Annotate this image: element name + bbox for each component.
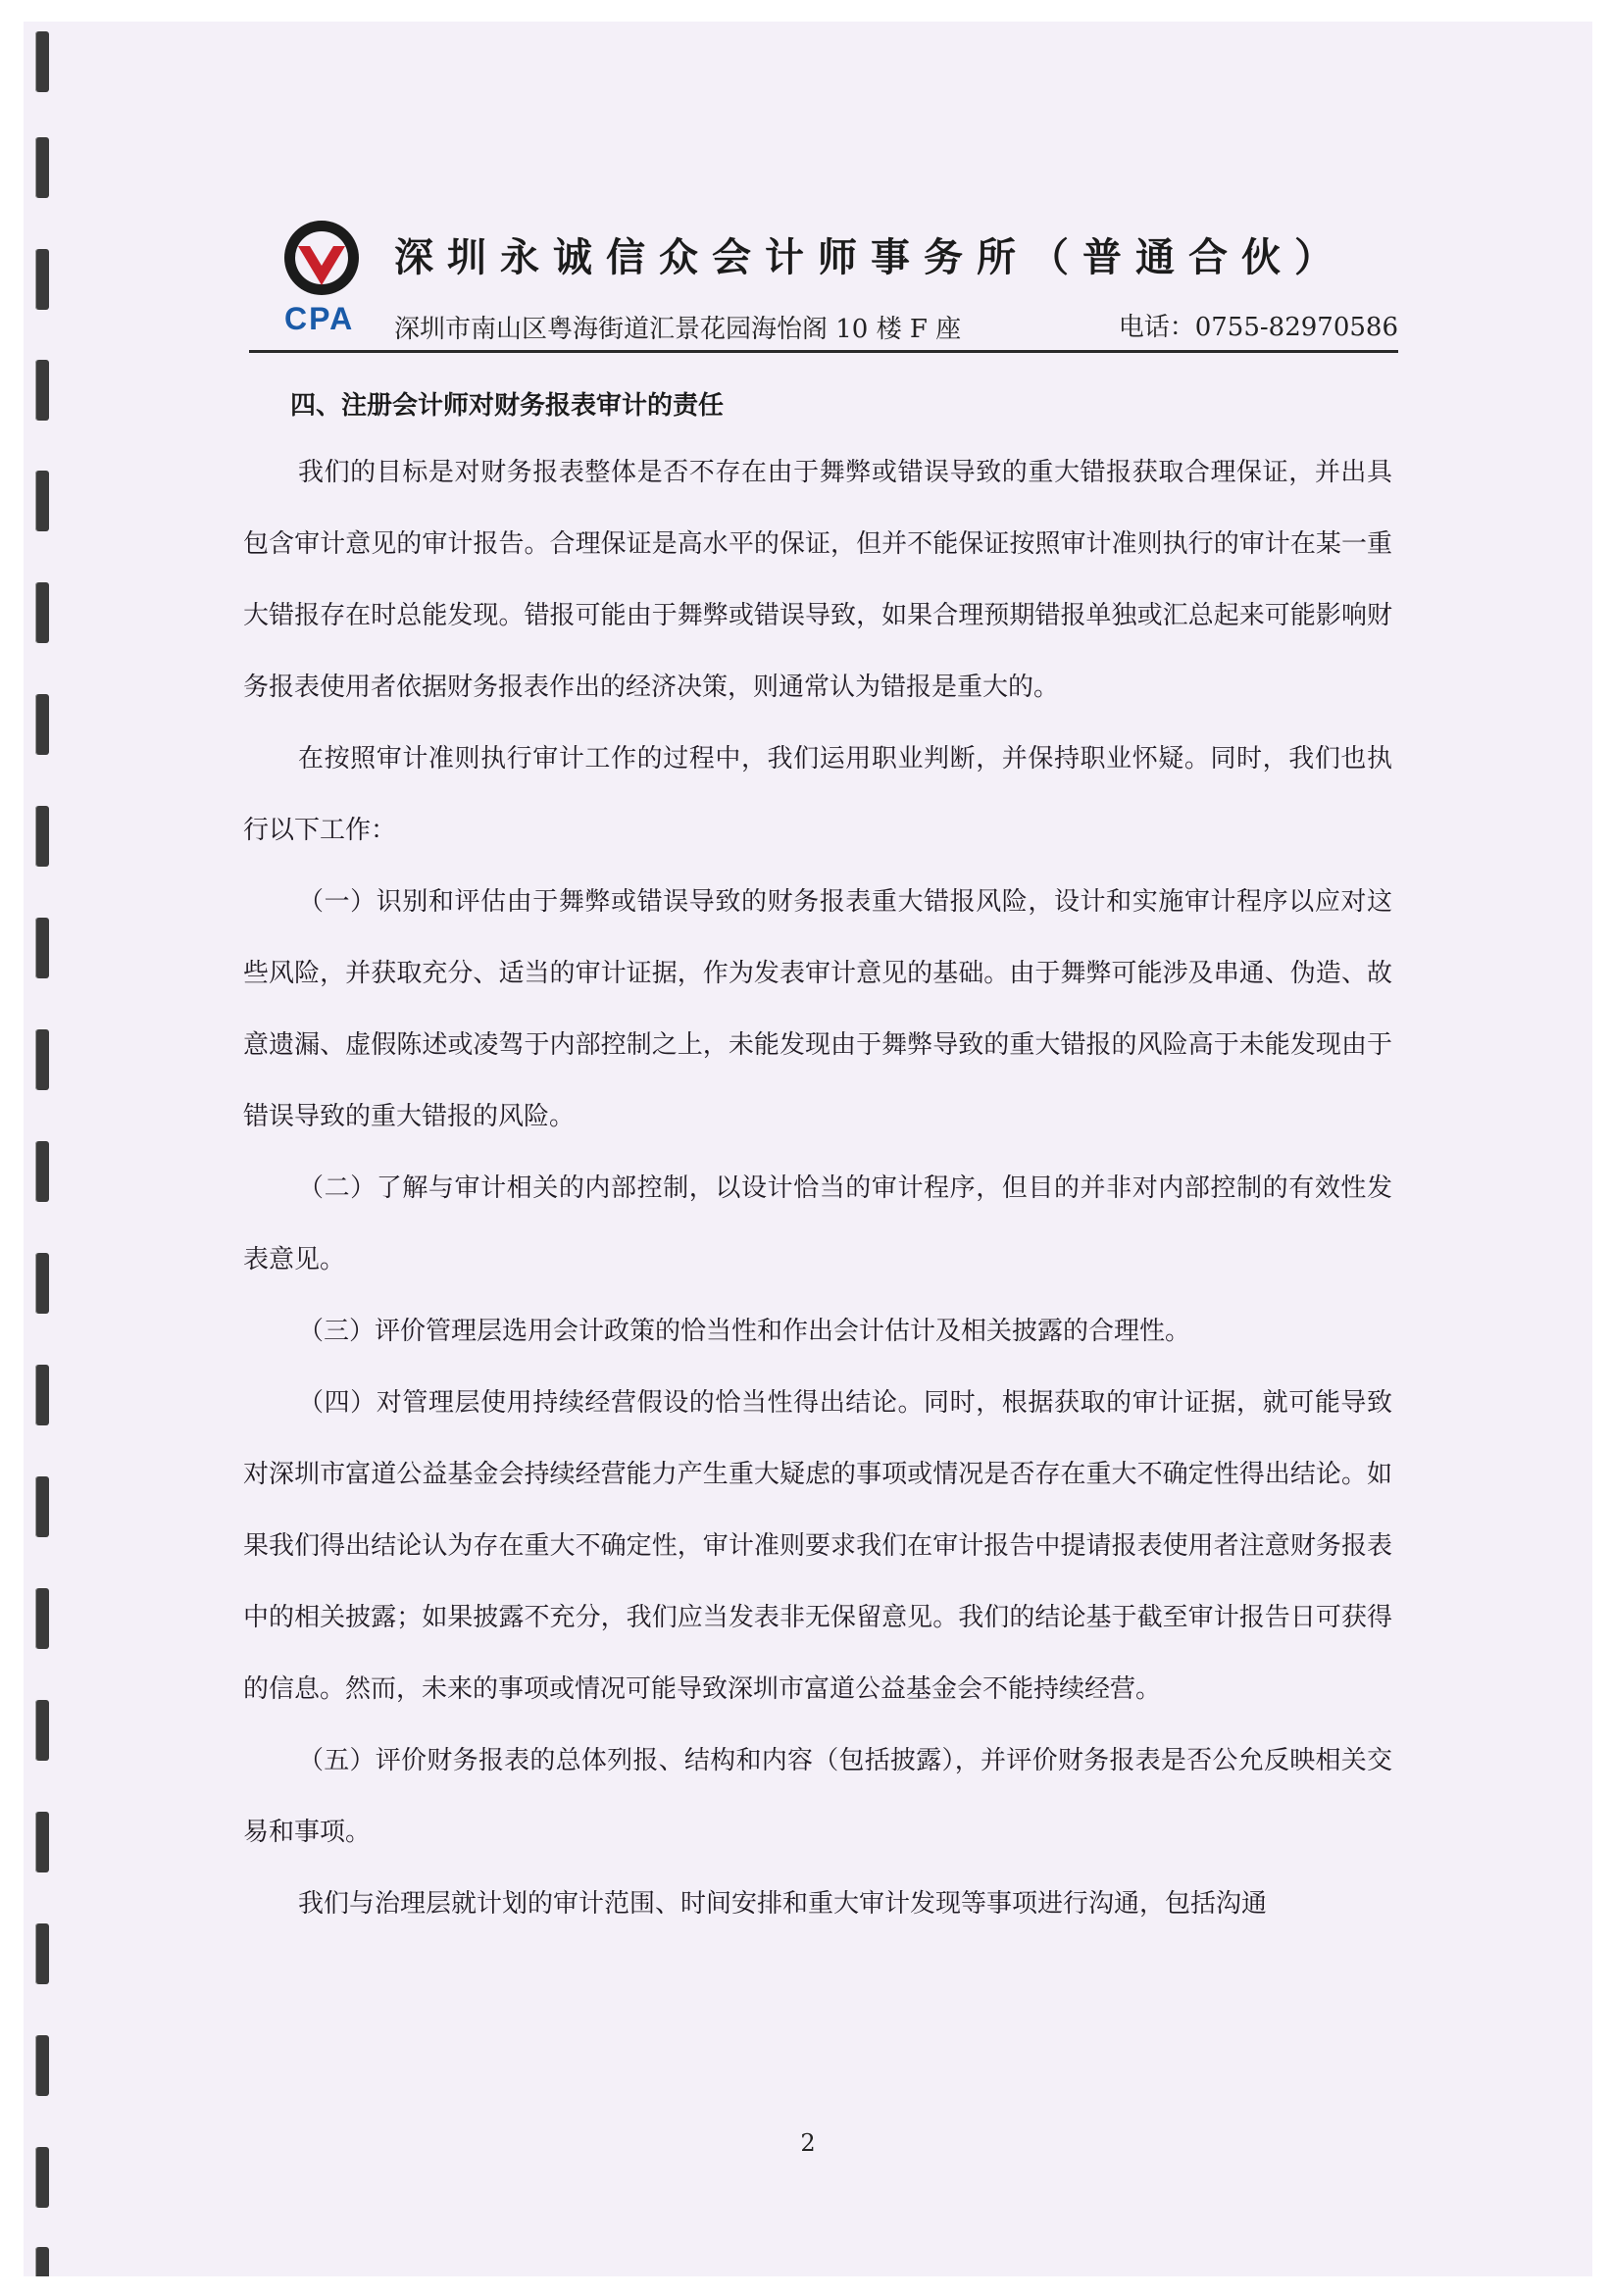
binding-hole [35,2035,49,2096]
binding-hole [35,471,49,531]
firm-name: 深圳永诚信众会计师事务所（普通合伙） [394,235,1347,280]
paragraph: （四）对管理层使用持续经营假设的恰当性得出结论。同时，根据获取的审计证据，就可能导致对深圳市富道公益基金会持续经营能力产生重大疑虑的事项或情况是否存在重大不确定性得出结论。如果我们得出结论认为存在重大不确定性，审计准则要求我们在审计报告中提请报表使用者注意财务报表中的相关披露；如果披露不充分，我们应当发表非无保留意见。我们的结论基于截至审计报告日可获得的信息。然而，未来的事项或情况可能导致深圳市富道公益基金会不能持续经营。 [243,1388,1392,1704]
paragraph: （二）了解与审计相关的内部控制，以设计恰当的审计程序，但目的并非对内部控制的有效性发表意见。 [243,1173,1392,1274]
binding-hole [35,918,49,978]
logo-text: CPA [284,301,355,336]
binding-hole [35,31,49,92]
binding-hole [35,694,49,755]
binding-hole [35,582,49,643]
binding-hole [35,1253,49,1314]
header-divider [249,350,1398,353]
paragraph: 我们的目标是对财务报表整体是否不存在由于舞弊或错误导致的重大错报获取合理保证，并出具包含审计意见的审计报告。合理保证是高水平的保证，但并不能保证按照审计准则执行的审计在某一重大错报存在时总能发现。错报可能由于舞弊或错误导致，如果合理预期错报单独或汇总起来可能影响财务报表使用者依据财务报表作出的经济决策，则通常认为错报是重大的。 [243,458,1392,702]
binding-hole [35,1141,49,1202]
binding-hole [35,1029,49,1090]
cpa-logo-icon [280,217,363,299]
document-page [24,22,1592,2276]
firm-phone: 电话：0755-82970586 [1118,313,1398,342]
firm-address: 深圳市南山区粤海街道汇景花园海怡阁 10 楼 F 座 [394,315,962,344]
report-body [243,384,1392,1940]
binding-hole [35,249,49,310]
page-number: 2 [800,2129,816,2157]
letterhead [249,193,1398,360]
binding-hole [35,1588,49,1649]
binding-holes [24,22,82,2276]
paragraph: （一）识别和评估由于舞弊或错误导致的财务报表重大错报风险，设计和实施审计程序以应对这些风险，并获取充分、适当的审计证据，作为发表审计意见的基础。由于舞弊可能涉及串通、伪造、故意遗漏、虚假陈述或凌驾于内部控制之上，未能发现由于舞弊导致的重大错报的风险高于未能发现由于错误导致的重大错报的风险。 [243,887,1392,1131]
binding-hole [35,806,49,867]
binding-hole [35,1365,49,1425]
paragraph: （五）评价财务报表的总体列报、结构和内容（包括披露），并评价财务报表是否公允反映相关交易和事项。 [243,1746,1392,1847]
binding-hole [35,360,49,421]
paragraph: 在按照审计准则执行审计工作的过程中，我们运用职业判断，并保持职业怀疑。同时，我们也执行以下工作： [243,744,1392,845]
binding-hole [35,1700,49,1761]
paragraph: 我们与治理层就计划的审计范围、时间安排和重大审计发现等事项进行沟通，包括沟通 [298,1889,1268,1919]
binding-hole [35,1923,49,1984]
binding-hole [35,1812,49,1872]
section-title: 四、注册会计师对财务报表审计的责任 [290,391,725,421]
binding-hole [35,137,49,198]
binding-hole [35,2247,49,2276]
paragraph: （三）评价管理层选用会计政策的恰当性和作出会计估计及相关披露的合理性。 [298,1317,1191,1346]
binding-hole [35,1476,49,1537]
